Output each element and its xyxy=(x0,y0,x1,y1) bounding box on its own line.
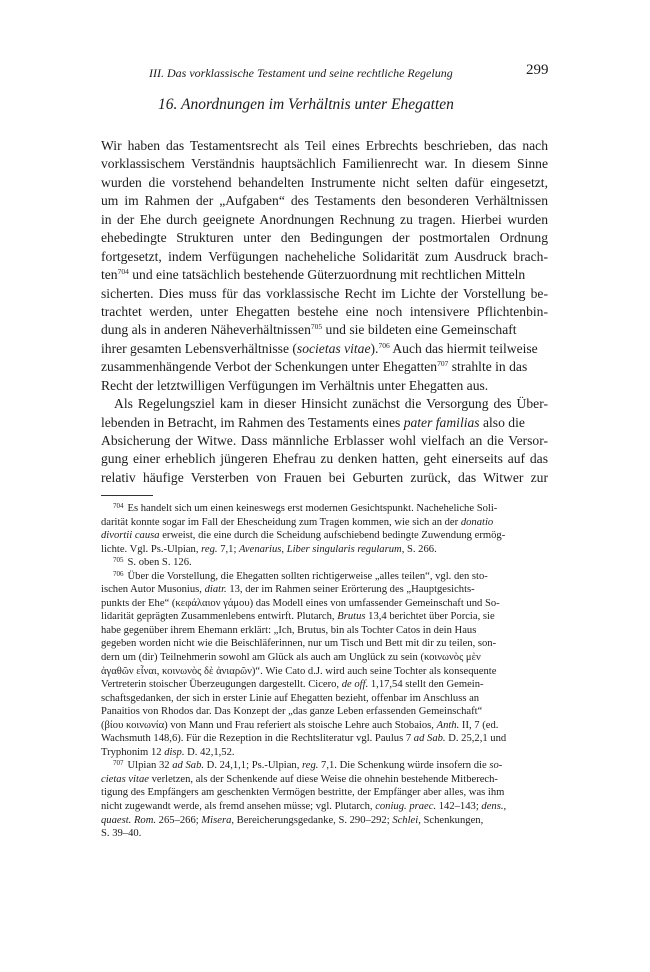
body-line: Absicherung der Witwe. Dass männliche Erblasser wohl vielfach an die Versor- xyxy=(101,433,548,448)
footnote-line: dern um (dir) Teilnehmerin sowohl am Glück als auch am Unglück zu sein (κοινωνὸς μὲν xyxy=(101,652,481,664)
footnote-line: Wachsmuth 148,6). Für die Rezeption in die Rechtsliteratur vgl. Paulus 7 ad Sab. D. 25,2,1 und xyxy=(101,733,507,745)
running-head: III. Das vorklassische Testament und seine rechtliche Regelung xyxy=(149,66,453,80)
footnote-line: tigung des Empfängers am geschenkten Vermögen bestritte, der Empfänger aber alles, was ihm xyxy=(101,787,505,799)
footnote-line: $^{706}$ Über die Vorstellung, die Ehegatten sollten richtigerweise „alles teilen“, vgl. den sto- xyxy=(101,570,548,584)
body-line: ihrer gesamten Lebensverhältnisse (societas vitae).$^{706}$ Auch das hiermit teilweise xyxy=(101,340,538,356)
footnote-line: lichte. Vgl. Ps.-Ulpian, reg. 7,1; Avenarius, Liber singularis regularum, S. 266. xyxy=(101,543,437,555)
footnotes xyxy=(101,502,548,841)
footnote-divider xyxy=(101,495,153,496)
body-text xyxy=(101,137,548,487)
body-line: fortgesetzt, indem Verfügungen nacheheliche Solidarität zum Ausdruck brach- xyxy=(101,248,548,264)
footnote-line: gegeben worden nicht wie die Beischläferinnen, nur um Tisch und Bett mit dir zu teilen, son- xyxy=(101,638,497,650)
footnote-ref[interactable]: 707 xyxy=(437,359,449,369)
body-line: relativ häufige Versterben von Frauen bei Geburten zurück, das Witwer zur xyxy=(101,469,548,485)
footnote-line: S. 39–40. xyxy=(101,828,142,840)
footnote-number: 706 xyxy=(113,569,124,578)
footnote-line: Tryphonim 12 disp. D. 42,1,52. xyxy=(101,746,235,758)
body-line: in der Ehe durch geeignete Anordnungen Rechnung zu tragen. Hierbei wurden xyxy=(101,211,548,227)
body-line: sicherten. Dies muss für das vorklassische Recht im Lichte der Vorstellung be- xyxy=(101,285,548,301)
footnote-line: nicht zugewandt werde, als fremd ansehen müsse; vgl. Plutarch, coniug. praec. 142–143; dens., xyxy=(101,801,507,813)
footnote-number: 705 xyxy=(113,556,124,565)
body-line: ten$^{704}$ und eine tatsächlich bestehende Güterzuordnung mit rechtlichen Mitteln xyxy=(101,267,526,283)
footnote-line: Vertreterin stoischer Überzeugungen dargestellt. Cicero, de off. 1,17,54 stellt den Gemein- xyxy=(101,679,484,691)
body-line: zusammenhängende Verbot der Schenkungen unter Ehegatten$^{707}$ strahlte in das xyxy=(101,359,528,375)
footnote-number: 704 xyxy=(113,502,124,510)
section-title: 16. Anordnungen im Verhältnis unter Ehegatten xyxy=(158,96,454,113)
footnote-line: $^{705}$ S. oben S. 126. xyxy=(101,556,548,570)
footnote-line: divortii causa erweist, die eine durch die Scheidung aufschiebend bedingte Zuwendung ermög- xyxy=(101,530,506,542)
footnote-ref[interactable]: 706 xyxy=(378,340,390,350)
footnote-line: lidarität geprägten Zusammenlebens entwirft. Plutarch, Brutus 13,4 berichtet über Porcia, sie xyxy=(101,611,495,623)
footnote-line: habe gegenüber ihrem Ehemann erklärt: „Ich, Brutus, bin als Tochter Catos in dein Haus xyxy=(101,624,477,636)
body-line: um im Rahmen der „Aufgaben“ des Testaments den besonderen Verhältnissen xyxy=(101,193,548,209)
footnote-line: schaftsgedanken, der sich in erster Linie auf Ehegatten bezieht, offenbar im Anschluss an xyxy=(101,692,480,704)
body-line: Als Regelungsziel kam in dieser Hinsicht zunächst die Versorgung des Über- xyxy=(114,396,548,412)
footnote-ref[interactable]: 704 xyxy=(117,267,129,277)
footnote-line: Panaitios von Rhodos dar. Das Konzept der „das ganze Leben erfassenden Gemeinschaft“ xyxy=(101,706,483,718)
body-line: vorklassischem Verständnis hauptsächlich Familienrecht war. In diesem Sinne xyxy=(101,156,548,172)
body-line: dung als in anderen Näheverhältnissen$^{705}$ und sie bildeten eine Gemeinschaft xyxy=(101,322,517,338)
body-line: ehebedingte Strukturen unter den Bedingungen der postmortalen Ordnung xyxy=(101,230,548,246)
body-line: Recht der letztwilligen Verfügungen im Verhältnis unter Ehegatten aus. xyxy=(101,377,489,393)
footnote-line: ἀγαθῶν εἶναι, κοινωνὸς δὲ ἀνιαρῶν)“. Wie Cato d.J. wird auch seine Tochter als konsequente xyxy=(101,665,497,677)
footnote-line: (βίου κοινωνία) von Mann und Frau referiert als stoische Lehre auch Stobaios, Anth. II, 7 (ed. xyxy=(101,719,499,731)
footnote-line: ischen Autor Musonius, diatr. 13, der im Rahmen seiner Erörterung des „Hauptgesichts- xyxy=(101,584,475,596)
body-line: trachtet werden, unter Ehegatten bestehe eine noch intensivere Pflichtenbin- xyxy=(101,303,548,319)
page-number: 299 xyxy=(526,62,549,78)
footnote-number: 707 xyxy=(113,759,124,768)
footnote-line: cietas vitae verletzen, als der Schenkende auf diese Weise die ohnehin bestehende Mitberech- xyxy=(101,773,498,785)
footnote-line: $^{707}$ Ulpian 32 ad Sab. D. 24,1,1; Ps.-Ulpian, reg. 7,1. Die Schenkung würde insofern die so- xyxy=(101,759,548,773)
footnote-ref[interactable]: 705 xyxy=(310,322,323,332)
footnote-line: punkts der Ehe“ (κεφάλαιον γάμου) das Modell eines von umfassender Gemeinschaft und So- xyxy=(101,597,500,609)
body-line: wurden die vorstehend behandelten Instrumente nicht selten dafür eingesetzt, xyxy=(101,174,548,190)
body-line: gung einer erheblich jüngeren Ehefrau zu denken hatten, geht einerseits auf das xyxy=(101,451,548,467)
footnote-line: quaest. Rom. 265–266; Misera, Bereicherungsgedanke, S. 290–292; Schlei, Schenkungen, xyxy=(101,814,484,826)
footnote-line: $^{704}$ Es handelt sich um einen keineswegs erst modernen Gesichtspunkt. Nacheheliche Soli- xyxy=(101,502,548,516)
footnote-line: darität konnte sogar im Fall der Ehescheidung zum Tragen kommen, wie sich an der donatio xyxy=(101,516,494,528)
body-line: lebenden in Betracht, im Rahmen des Testaments eines pater familias also die xyxy=(101,414,525,430)
body-line: Wir haben das Testamentsrecht als Teil eines Erbrechts beschrieben, das nach xyxy=(101,138,548,153)
